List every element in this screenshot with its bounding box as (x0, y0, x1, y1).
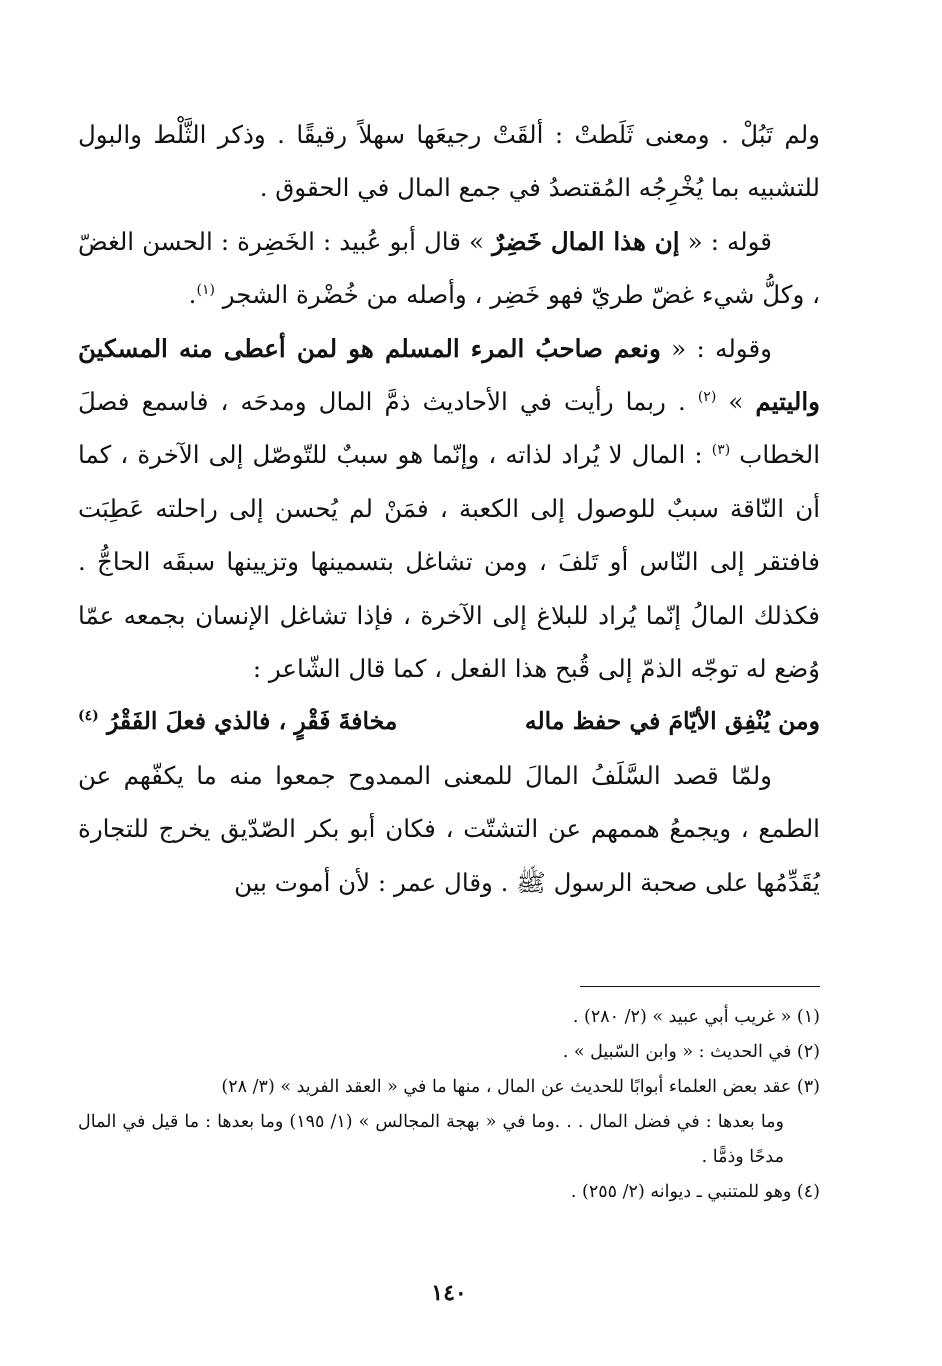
paragraph-3-continued: : المال لا يُراد لذاته ، وإنّما هو سببٌ للتّوصّل إلى الآخرة ، كما أن النّاقة سببٌ للوصول إلى الكعبة ، فمَنْ لم يُحسن إلى راحلته عَطِبَت فافتقر إلى النّاس أو تَلفَ ، ومن تشاغل بتسمينها وتزيينها سبقَه الحاجُّ . فكذلك المالُ إنّما يُراد للبلاغ إلى الآخرة ، فإذا تشاغل الإنسان بجمعه عمّا وُضع له توجّه الذمّ إلى قُبح هذا الفعل ، كما قال الشّاعر : (78, 440, 820, 684)
page-number: ١٤٠ (431, 1280, 467, 1306)
footnote-divider (580, 986, 820, 987)
paragraph-3 (78, 322, 820, 696)
footnote-3-continued: وما بعدها : في فضل المال . . .وما في « بهجة المجالس » (١/ ١٩٥) وما بعدها : ما قيل في المال مدحًا وذمًّا . (78, 1112, 784, 1167)
poem-second-hemistich (78, 695, 397, 748)
footnote-1: (١) « غريب أبي عبيد » (٢/ ٢٨٠) . (572, 1007, 820, 1027)
quote-open: قوله : « (679, 226, 773, 256)
book-page (78, 108, 820, 1338)
poem-first-hemistich (525, 695, 820, 748)
paragraph-4: ولمّا قصد السَّلَفُ المالَ للمعنى الممدوح جمعوا منه ما يكفّهم عن الطمع ، ويجمعُ هممهم عن التشتّت ، فكان أبو بكر الصّدّيق يخرج للتجارة يُقَدِّمُها على صحبة الرسول ﷺ . وقال عمر : لأن أموت بين (78, 760, 820, 897)
main-text (78, 108, 820, 909)
footnote-ref-3: (٣) (711, 442, 731, 459)
quote-close: » (728, 387, 756, 417)
hadith-quote: إن هذا المال خَضِرٌ (492, 226, 680, 256)
poem-second-hemistich-text: مخافةَ فَقْرٍ ، فالذي فعلَ الفَقْرُ (106, 707, 398, 736)
footnotes (78, 1000, 820, 1210)
poem-first-hemistich-text: ومن يُنْفِق الأيّامَ في حفظ ماله (524, 707, 820, 736)
paragraph-1: ولم تَبُلْ . ومعنى ثَلَطتْ : ألقَتْ رجيعَها سهلاً رقيقًا . وذكر الثَّلْط والبول للتشبيه بما يُخْرِجُه المُقتصدُ في جمع المال في الحقوق . (78, 120, 820, 203)
poem-verse (78, 695, 820, 748)
quote-open: وقوله : « (660, 333, 772, 363)
paragraph-2-end: . (188, 280, 197, 310)
paragraph-3-text: . ربما رأيت في الأحاديث ذمَّ المال ومدحَه ، فاسمع فصلَ الخطاب (78, 387, 820, 470)
footnote-3: (٣) عقد بعض العلماء أبوابًا للحديث عن المال ، منها ما في « العقد الفريد » (٣/ ٢٨) (221, 1077, 820, 1097)
paragraph-2 (78, 215, 820, 322)
paragraph-2-text: » قال أبو عُبيد : الخَضِرة : الحسن الغضّ ، وكلُّ شيء غضّ طريّ فهو خَضِر ، وأصله من خُضْرة الشجر (78, 226, 820, 310)
footnote-4: (٤) وهو للمتنبي ـ ديوانه (٢/ ٢٥٥) . (570, 1182, 820, 1202)
footnote-ref-1: (١) (196, 282, 215, 299)
footnote-ref-2: (٢) (697, 388, 717, 405)
hadith-quote: ونعم صاحبُ المرء المسلم هو لمن أعطى منه المسكينَ واليتيم (78, 333, 821, 417)
footnote-ref-4: (٤) (78, 708, 99, 725)
footnote-2: (٢) في الحديث : « وابن السّبيل » . (562, 1042, 820, 1062)
